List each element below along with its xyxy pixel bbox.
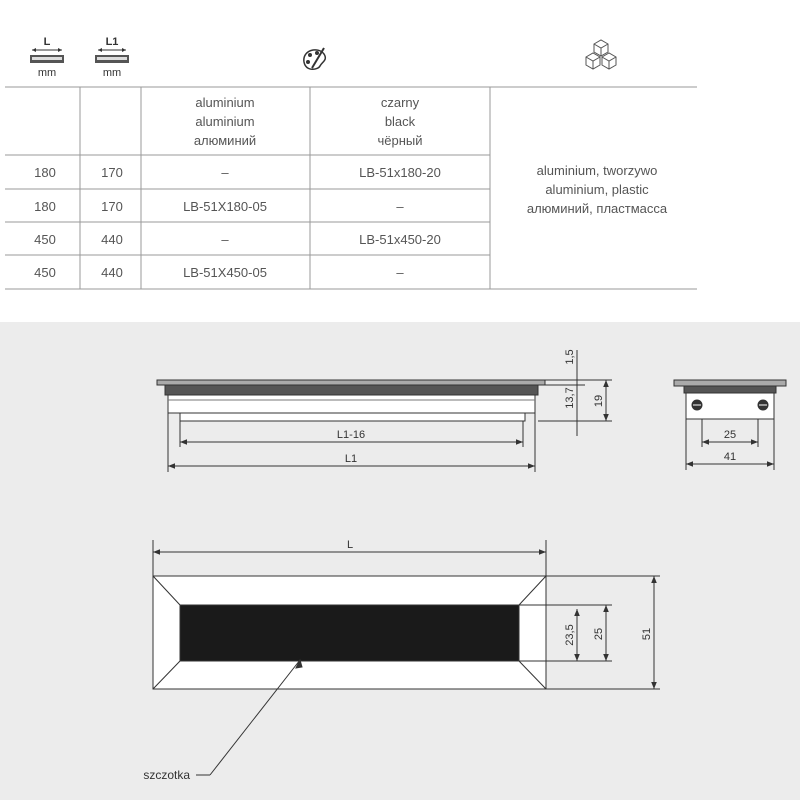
dim-51: 51 bbox=[641, 627, 653, 641]
svg-text:180: 180 bbox=[34, 199, 56, 214]
side-view bbox=[157, 380, 545, 421]
svg-text:450: 450 bbox=[34, 265, 56, 280]
svg-text:aluminium: aluminium bbox=[195, 114, 255, 129]
svg-text:чёрный: чёрный bbox=[377, 133, 423, 148]
svg-text:440: 440 bbox=[101, 232, 123, 247]
svg-text:czarny: czarny bbox=[380, 95, 420, 110]
svg-text:LB-51X180-05: LB-51X180-05 bbox=[183, 199, 267, 214]
svg-text:–: – bbox=[396, 265, 404, 280]
dim-L1: L1 bbox=[344, 453, 358, 465]
palette-icon bbox=[304, 48, 326, 69]
material-text bbox=[527, 163, 668, 216]
table-row bbox=[34, 199, 404, 214]
svg-text:LB-51x450-20: LB-51x450-20 bbox=[359, 232, 441, 247]
svg-text:170: 170 bbox=[101, 199, 123, 214]
color-header-black bbox=[377, 95, 422, 148]
brush-label: szczotka bbox=[143, 768, 190, 782]
svg-text:–: – bbox=[221, 165, 229, 180]
svg-text:LB-51x180-20: LB-51x180-20 bbox=[359, 165, 441, 180]
dim-25-end: 25 bbox=[723, 429, 737, 441]
svg-text:–: – bbox=[221, 232, 229, 247]
technical-drawing bbox=[0, 322, 800, 800]
svg-text:aluminium, tworzywo: aluminium, tworzywo bbox=[536, 163, 658, 178]
svg-text:180: 180 bbox=[34, 165, 56, 180]
svg-text:450: 450 bbox=[34, 232, 56, 247]
svg-text:aluminium, plastic: aluminium, plastic bbox=[545, 182, 649, 197]
svg-text:440: 440 bbox=[101, 265, 123, 280]
dim-23-5: 23,5 bbox=[564, 624, 576, 646]
svg-text:mm: mm bbox=[102, 67, 122, 79]
svg-text:алюминий, пластмасса: алюминий, пластмасса bbox=[526, 201, 668, 216]
end-view bbox=[674, 380, 786, 419]
length-L1-icon bbox=[95, 36, 129, 79]
svg-text:–: – bbox=[396, 199, 404, 214]
spec-table bbox=[0, 0, 800, 300]
dim-1-5: 1,5 bbox=[564, 349, 576, 365]
svg-text:L1: L1 bbox=[105, 36, 119, 48]
svg-text:алюминий: алюминий bbox=[193, 133, 257, 148]
dim-L: L bbox=[346, 539, 354, 551]
table-row bbox=[34, 232, 441, 247]
dim-19: 19 bbox=[593, 394, 605, 408]
table-row bbox=[34, 165, 441, 180]
svg-text:black: black bbox=[384, 114, 416, 129]
cubes-material-icon bbox=[586, 40, 616, 69]
svg-text:mm: mm bbox=[37, 67, 57, 79]
length-L-icon bbox=[30, 36, 64, 79]
svg-text:170: 170 bbox=[101, 165, 123, 180]
dim-41: 41 bbox=[723, 451, 737, 463]
top-view bbox=[153, 576, 546, 689]
dim-25: 25 bbox=[593, 627, 605, 641]
table-row bbox=[34, 265, 404, 280]
svg-text:LB-51X450-05: LB-51X450-05 bbox=[183, 265, 267, 280]
svg-text:aluminium: aluminium bbox=[195, 95, 255, 110]
dim-13-7: 13,7 bbox=[564, 387, 576, 409]
svg-text:L: L bbox=[43, 36, 51, 48]
color-header-aluminium bbox=[194, 95, 256, 148]
dim-L1-16: L1-16 bbox=[336, 429, 366, 441]
